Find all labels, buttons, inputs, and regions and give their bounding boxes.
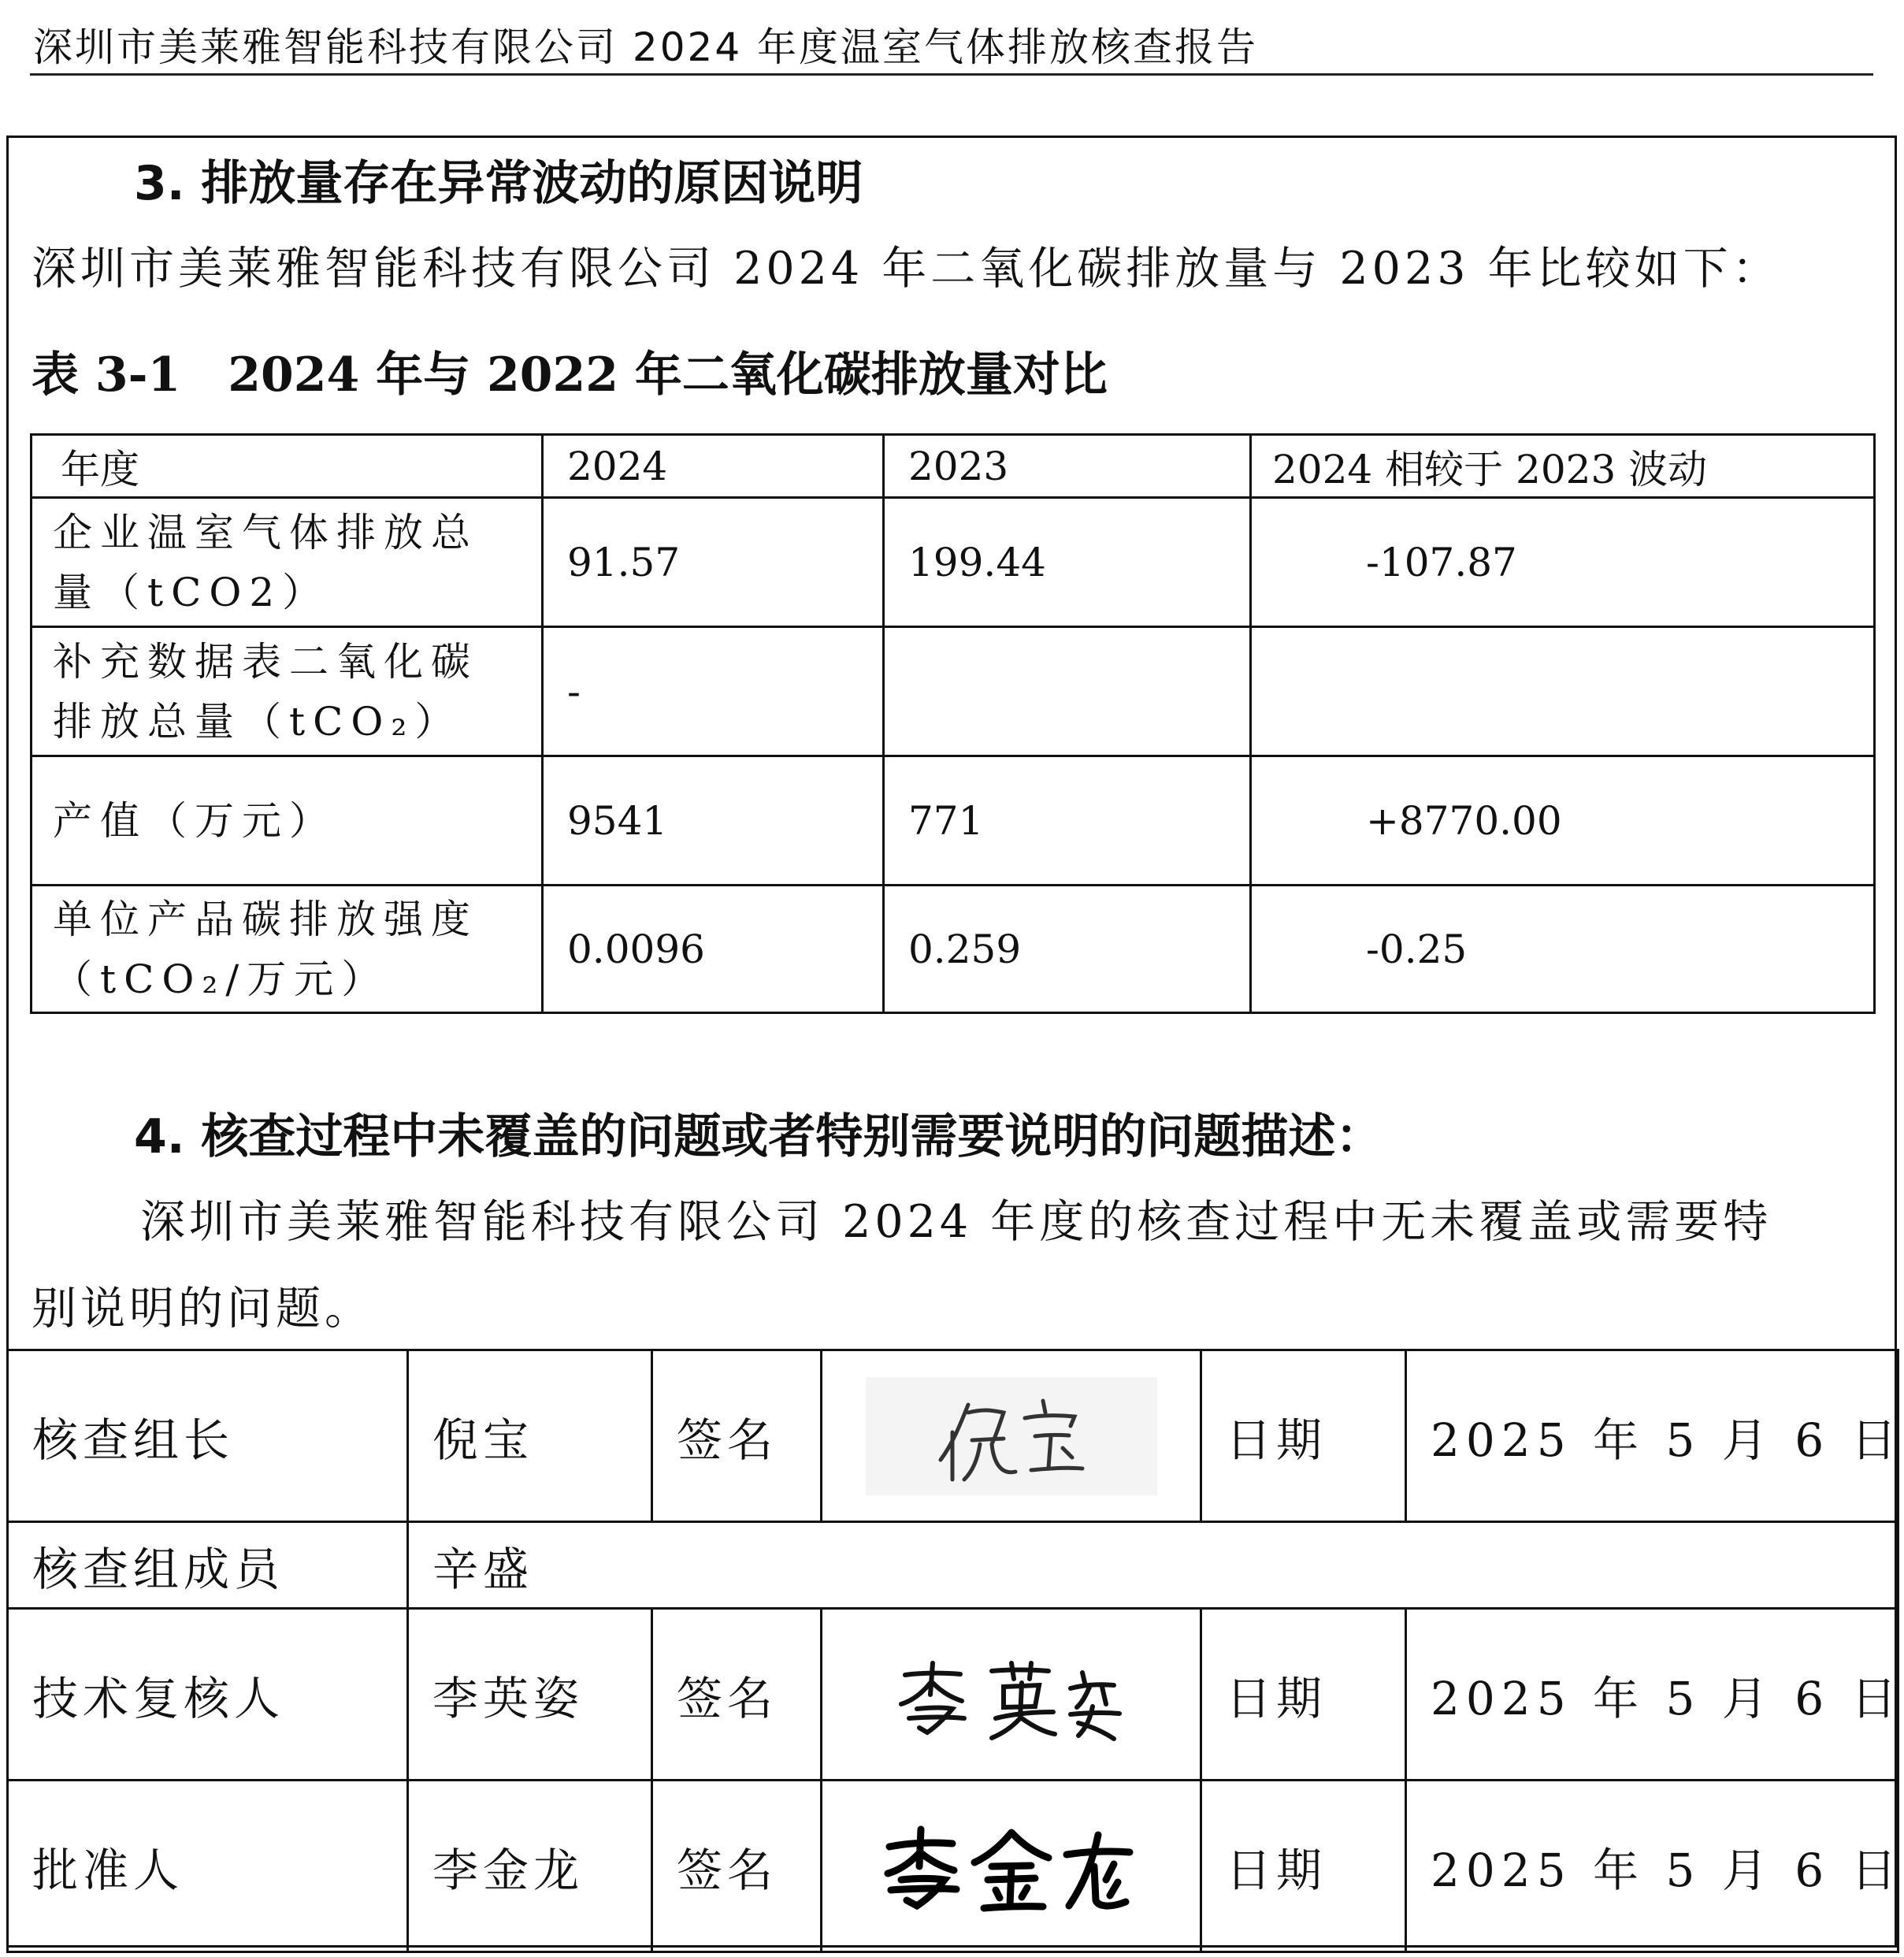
value-change: -0.25 — [1251, 886, 1875, 1013]
section-3-intro: 深圳市美莱雅智能科技有限公司 2024 年二氧化碳排放量与 2023 年比较如下： — [32, 243, 1781, 295]
row-label: 补充数据表二氧化碳排放总量（tCO₂） — [32, 627, 543, 756]
section-4-heading: 4. 核查过程中未覆盖的问题或者特别需要说明的问题描述： — [134, 1109, 1383, 1164]
role-label: 核查组长 — [8, 1350, 408, 1522]
table-row — [32, 498, 1875, 627]
sign-date: 2025 年 5 月 6 日 — [1406, 1350, 1898, 1522]
signoff-row-lead — [8, 1350, 1898, 1522]
value-2024: 9541 — [543, 756, 884, 886]
value-change: -107.87 — [1251, 498, 1875, 627]
date-label: 日期 — [1201, 1609, 1406, 1781]
header-title: 深圳市美莱雅智能科技有限公司 2024 年度温室气体排放核查报告 — [33, 24, 1259, 70]
signature-image — [842, 1639, 1181, 1750]
header-cell: 2024 — [543, 435, 884, 498]
sign-date: 2025 年 5 月 6 日 — [1406, 1609, 1898, 1781]
page-header — [30, 14, 1873, 76]
section-3-heading: 3. 排放量存在异常波动的原因说明 — [134, 156, 863, 211]
person-name: 倪宝 — [408, 1350, 652, 1522]
section-4-line-1: 深圳市美莱雅智能科技有限公司 2024 年度的核查过程中无未覆盖或需要特 — [140, 1196, 1772, 1248]
value-2023: 771 — [884, 756, 1251, 886]
signoff-row-approver — [8, 1781, 1898, 1952]
value-2024: - — [543, 627, 884, 756]
person-name: 辛盛 — [408, 1522, 1898, 1609]
row-label: 企业温室气体排放总量（tCO2） — [32, 498, 543, 627]
table-header-row — [32, 435, 1875, 498]
role-label: 核查组成员 — [8, 1522, 408, 1609]
header-cell: 2023 — [884, 435, 1251, 498]
signature-image — [842, 1807, 1181, 1925]
signature-cell — [822, 1609, 1201, 1781]
sign-label: 签名 — [652, 1781, 822, 1952]
role-label: 批准人 — [8, 1781, 408, 1952]
role-label: 技术复核人 — [8, 1609, 408, 1781]
header-cell: 年度 — [32, 435, 543, 498]
signature-cell — [822, 1350, 1201, 1522]
table-row — [32, 886, 1875, 1013]
value-2023: 0.259 — [884, 886, 1251, 1013]
emissions-comparison-table — [30, 433, 1876, 1014]
row-label: 产值（万元） — [32, 756, 543, 886]
header-cell: 2024 相较于 2023 波动 — [1251, 435, 1875, 498]
section-4-line-2: 别说明的问题。 — [32, 1283, 373, 1335]
value-change: +8770.00 — [1251, 756, 1875, 886]
signoff-table — [6, 1349, 1903, 1953]
table-row — [32, 627, 1875, 756]
value-2023: 199.44 — [884, 498, 1251, 627]
table-row — [32, 756, 1875, 886]
sign-label: 签名 — [652, 1609, 822, 1781]
date-label: 日期 — [1201, 1781, 1406, 1952]
person-name: 李英姿 — [408, 1609, 652, 1781]
sign-label: 签名 — [652, 1350, 822, 1522]
signoff-row-member — [8, 1522, 1898, 1609]
row-label: 单位产品碳排放强度（tCO₂/万元） — [32, 886, 543, 1013]
signature-cell — [822, 1781, 1201, 1952]
value-2024: 0.0096 — [543, 886, 884, 1013]
signature-image — [842, 1369, 1181, 1503]
value-2023 — [884, 627, 1251, 756]
value-2024: 91.57 — [543, 498, 884, 627]
date-label: 日期 — [1201, 1350, 1406, 1522]
signoff-row-reviewer — [8, 1609, 1898, 1781]
sign-date: 2025 年 5 月 6 日 — [1406, 1781, 1898, 1952]
table-caption: 表 3-1 2024 年与 2022 年二氧化碳排放量对比 — [32, 347, 1108, 403]
person-name: 李金龙 — [408, 1781, 652, 1952]
value-change — [1251, 627, 1875, 756]
